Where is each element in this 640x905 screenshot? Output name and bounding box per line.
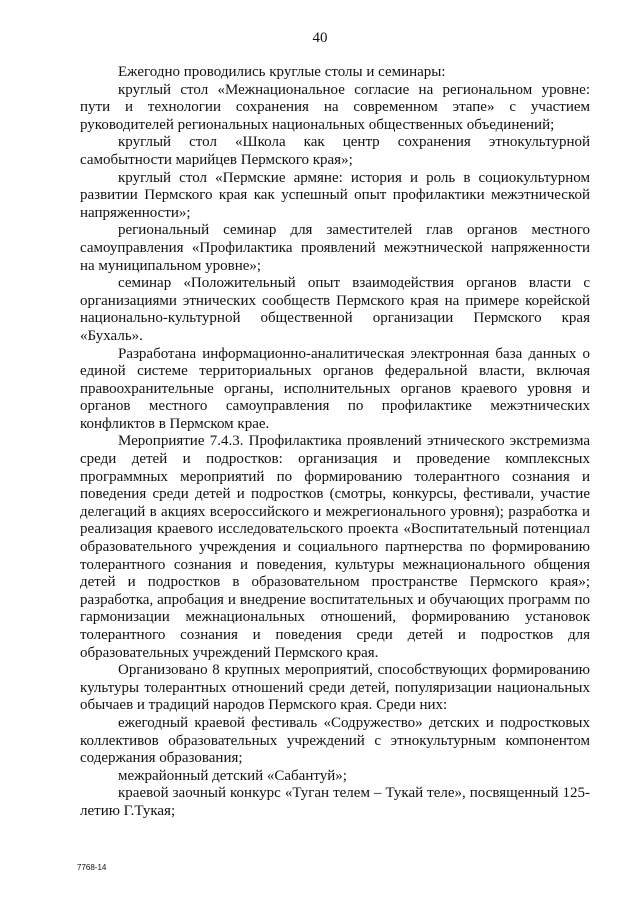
paragraph: семинар «Положительный опыт взаимодействия органов власти с организациями этнических сообществ Пермского края на примере корейской национально-культурной общественной организации Пермского края «Бухаль».: [80, 275, 590, 344]
document-body: [80, 64, 590, 821]
paragraph: ежегодный краевой фестиваль «Содружество» детских и подростковых коллективов образовательных учреждений с этнокультурным компонентом содержания образования;: [80, 714, 590, 767]
paragraph: Ежегодно проводились круглые столы и семинары:: [118, 64, 446, 80]
paragraph: круглый стол «Пермские армяне: история и роль в социокультурном развитии Пермского края как успешный опыт профилактики межэтнической напряженности»;: [80, 169, 590, 221]
document-code: 7768-14: [77, 863, 107, 872]
paragraph: межрайонный детский «Сабантуй»;: [118, 767, 347, 784]
paragraph: Мероприятие 7.4.3. Профилактика проявлений этнического экстремизма среди детей и подростков: организация и проведение комплексных программных мероприятий по формированию толерантного сознания и поведения среди детей и подростков (смотры, конкурсы, фестивали, участие делегаций в акциях всероссийского и межрегионального уровня); разработка и реализация краевого исследовательского проекта «Воспитательный потенциал образовательного учреждения и социального партнерства по формированию толерантного сознания и поведения, культуры межнационального общения детей и подростков в образовательном пространстве Пермского края»; разработка, апробация и внедрение воспитательных и обучающих программ по гармонизации межнациональных отношений, формированию установок толерантного сознания и поведения среди детей и подростков для образовательных учреждений Пермского края.: [80, 433, 590, 661]
paragraph: Организовано 8 крупных мероприятий, способствующих формированию культуры толерантных отношений среди детей, популяризации национальных обычаев и традиций народов Пермского края. Среди них:: [80, 662, 590, 714]
paragraph: круглый стол «Школа как центр сохранения этнокультурной самобытности марийцев Пермского края»;: [80, 134, 590, 168]
paragraph: Разработана информационно-аналитическая электронная база данных о единой системе территориальных органов федеральной власти, включая правоохранительные органы, исполнительных органов краевого уровня и органов местного самоуправления по профилактике межэтнических конфликтов в Пермском крае.: [80, 345, 590, 432]
paragraph: круглый стол «Межнациональное согласие на региональном уровне: пути и технологии сохранения на современном этапе» с участием руководителей региональных национальных общественных объединений;: [80, 81, 590, 133]
paragraph: региональный семинар для заместителей глав органов местного самоуправления «Профилактика проявлений межэтнической напряженности на муниципальном уровне»;: [80, 222, 590, 274]
page-number: 40: [312, 30, 328, 46]
paragraph: краевой заочный конкурс «Туган телем – Тукай теле», посвященный 125-летию Г.Тукая;: [80, 785, 590, 819]
